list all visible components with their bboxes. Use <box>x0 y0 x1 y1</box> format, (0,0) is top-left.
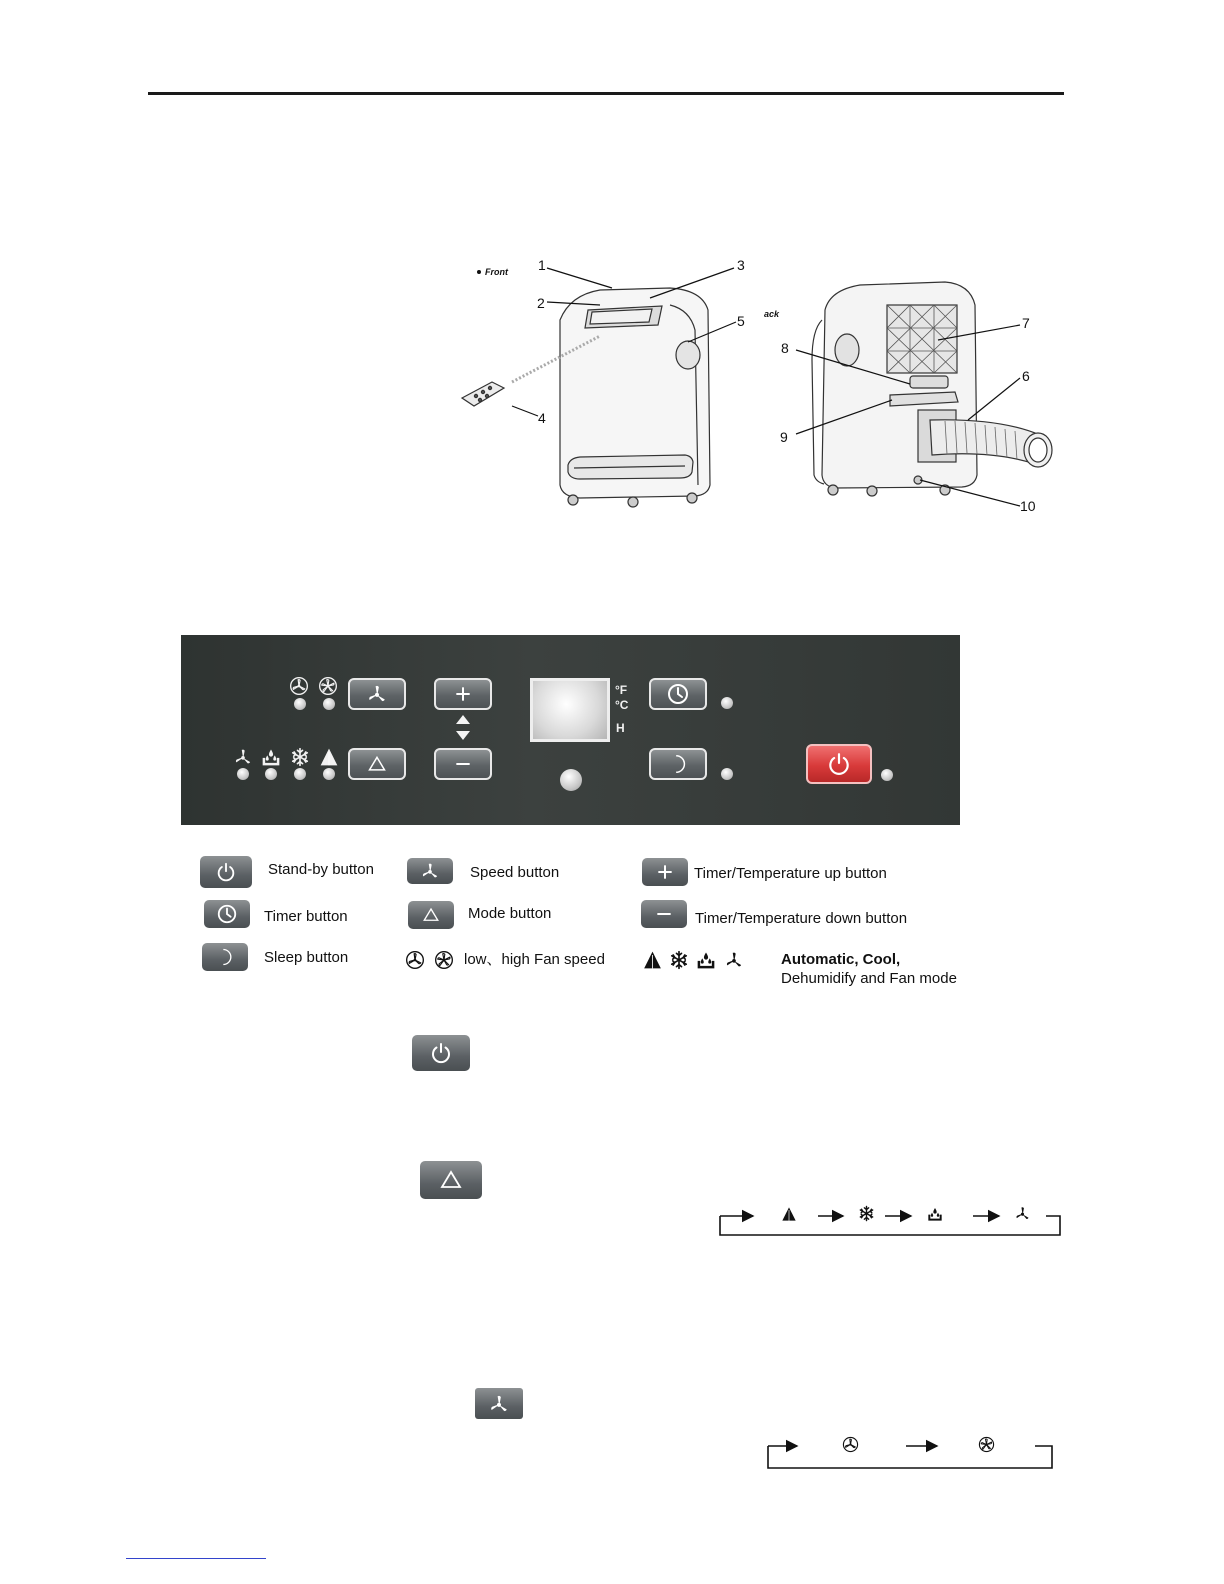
legend-temp-down-label: Timer/Temperature down button <box>695 910 908 927</box>
auto-mode-icon <box>642 950 663 970</box>
callout-9: 9 <box>780 429 788 445</box>
legend-fan-speed-label: low、high Fan speed <box>464 951 605 968</box>
legend-standby-button <box>200 856 252 888</box>
fan-speed-cycle-diagram <box>763 1430 1058 1472</box>
sleep-led <box>721 768 733 780</box>
callout-2: 2 <box>537 295 545 311</box>
auto-led <box>323 768 335 780</box>
callout-10: 10 <box>1020 498 1036 514</box>
callout-8: 8 <box>781 340 789 356</box>
plus-icon <box>655 862 675 882</box>
control-panel <box>181 635 960 825</box>
receiver-window <box>560 769 582 791</box>
clock-icon <box>666 682 690 706</box>
callout-3: 3 <box>737 257 745 273</box>
dehumidify-icon <box>928 1208 941 1221</box>
callout-4: 4 <box>538 410 546 426</box>
cool-led <box>294 768 306 780</box>
dehumidify-icon <box>261 747 281 767</box>
moon-icon <box>667 753 689 775</box>
mode-button[interactable] <box>348 748 406 780</box>
low-fan-icon <box>843 1437 857 1451</box>
standby-button-icon <box>412 1035 470 1071</box>
legend-timer-label: Timer button <box>264 908 348 925</box>
power-icon <box>215 861 237 883</box>
fan-icon <box>724 950 744 970</box>
product-figure <box>440 250 1080 530</box>
temp-down-button[interactable] <box>434 748 492 780</box>
timer-button[interactable] <box>649 678 707 710</box>
high-fan-icon <box>979 1437 993 1451</box>
legend-sleep-button <box>202 943 248 971</box>
legend-sleep-label: Sleep button <box>264 949 349 966</box>
lcd-display <box>530 678 610 742</box>
plus-icon <box>453 684 473 704</box>
unit-celsius: °C <box>615 698 629 712</box>
mode-cycle-diagram <box>715 1200 1065 1240</box>
legend-speed-button <box>407 858 453 884</box>
front-label: Front <box>485 267 508 277</box>
dehumidify-led <box>265 768 277 780</box>
snowflake-icon <box>860 1206 872 1220</box>
speed-button[interactable] <box>348 678 406 710</box>
fan-icon <box>488 1393 510 1415</box>
legend-standby-label: Stand-by button <box>268 861 374 878</box>
high-fan-icon <box>434 950 454 970</box>
high-fan-led <box>323 698 335 710</box>
auto-mode-icon <box>782 1207 795 1220</box>
temp-up-button[interactable] <box>434 678 492 710</box>
standby-button[interactable] <box>806 744 872 784</box>
fan-icon <box>1016 1207 1028 1219</box>
dehumidify-icon <box>696 950 716 970</box>
footer-link-underline <box>126 1558 266 1559</box>
legend-temp-up-button <box>642 858 688 886</box>
power-icon <box>429 1041 453 1065</box>
legend-modes-line1: Automatic, Cool, <box>781 951 901 968</box>
unit-hour: H <box>616 721 625 735</box>
fan-icon <box>420 861 440 881</box>
front-unit-drawing <box>462 288 710 507</box>
callout-5: 5 <box>737 313 745 329</box>
snowflake-icon <box>669 950 689 970</box>
back-unit-drawing <box>812 282 1052 496</box>
power-icon <box>826 751 852 777</box>
callout-7: 7 <box>1022 315 1030 331</box>
sleep-button[interactable] <box>649 748 707 780</box>
mode-button-icon <box>420 1161 482 1199</box>
legend-timer-button <box>204 900 250 928</box>
fan-mode-led <box>237 768 249 780</box>
top-rule <box>148 92 1064 95</box>
minus-icon <box>453 754 473 774</box>
mode-triangle-icon <box>367 754 387 774</box>
moon-icon <box>215 947 235 967</box>
legend-modes-line2: Dehumidify and Fan mode <box>781 970 957 987</box>
high-fan-icon <box>318 676 338 696</box>
legend-mode-button <box>408 901 454 929</box>
back-label: ack <box>764 309 780 319</box>
mode-triangle-icon <box>422 906 440 924</box>
speed-button-icon <box>475 1388 523 1419</box>
legend-temp-up-label: Timer/Temperature up button <box>694 865 887 882</box>
legend-temp-down-button <box>641 900 687 928</box>
snowflake-icon <box>290 747 310 767</box>
timer-led <box>721 697 733 709</box>
low-fan-led <box>294 698 306 710</box>
unit-fahrenheit: °F <box>615 683 628 697</box>
legend-speed-label: Speed button <box>470 864 560 881</box>
auto-mode-icon <box>319 747 339 767</box>
callout-1: 1 <box>538 257 546 273</box>
legend-mode-label: Mode button <box>468 905 552 922</box>
standby-led <box>881 769 893 781</box>
low-fan-icon <box>289 676 309 696</box>
low-fan-icon <box>405 950 425 970</box>
callout-6: 6 <box>1022 368 1030 384</box>
mode-triangle-icon <box>439 1168 463 1192</box>
minus-icon <box>654 904 674 924</box>
fan-icon <box>366 683 388 705</box>
fan-mode-icon <box>233 747 253 767</box>
up-down-arrows-icon <box>455 713 471 743</box>
clock-icon <box>216 903 238 925</box>
